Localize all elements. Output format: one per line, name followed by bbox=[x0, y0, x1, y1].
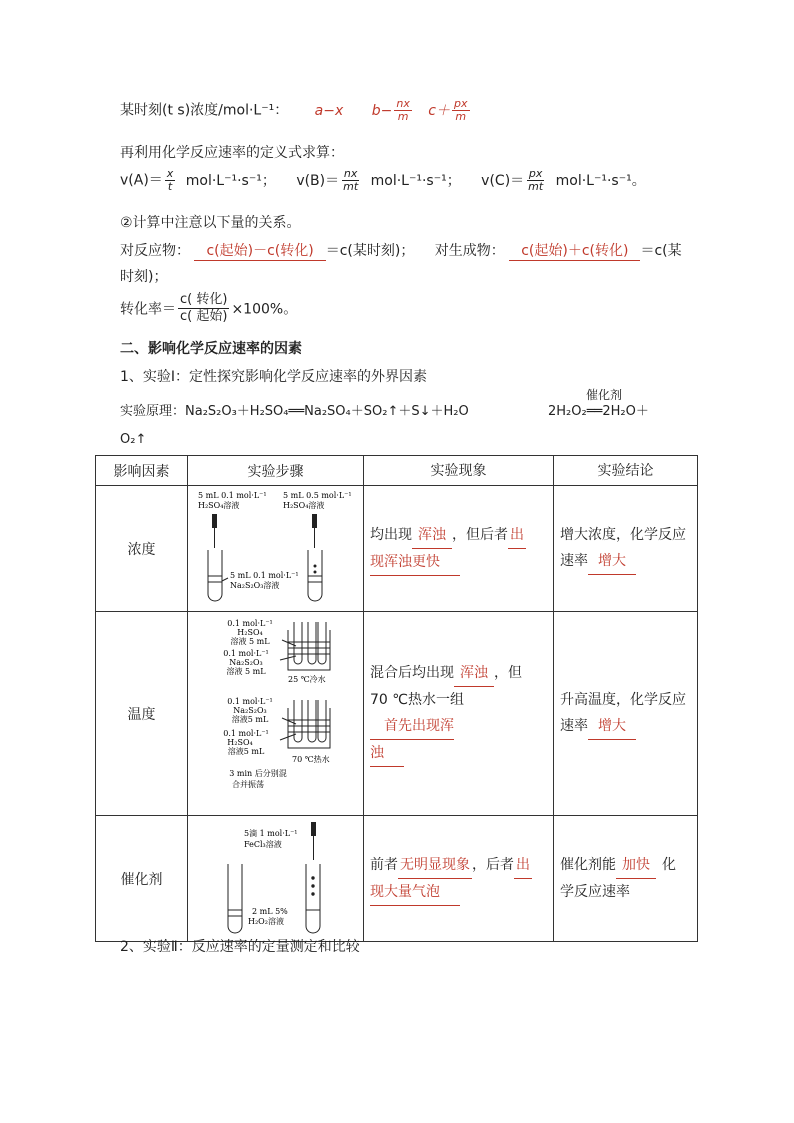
text: 学反应速率 bbox=[560, 884, 630, 900]
reactant-product-line bbox=[120, 240, 682, 261]
phenomenon-cell bbox=[364, 612, 554, 816]
fig-text: 5滴 1 mol·L⁻¹ bbox=[244, 829, 298, 838]
factor-cell: 浓度 bbox=[96, 486, 188, 612]
fig-text: 70 ℃热水 bbox=[292, 755, 330, 764]
conversion-den: c( 起始) bbox=[180, 309, 228, 324]
concentration-figure bbox=[188, 486, 363, 607]
text: 升高温度，化学反应 bbox=[560, 692, 686, 708]
product-tail: ＝c(某 bbox=[640, 243, 682, 259]
fig-text: H₂SO₄ bbox=[227, 738, 253, 747]
phenomenon-cell bbox=[364, 486, 554, 612]
va-num: x bbox=[166, 167, 174, 180]
header-steps: 实验步骤 bbox=[188, 456, 364, 486]
exp1-title: 1、实验Ⅰ：定性探究影响化学反应速率的外界因素 bbox=[120, 369, 428, 385]
vb-num: nx bbox=[343, 167, 358, 180]
header-conclusion: 实验结论 bbox=[554, 456, 698, 486]
table-row bbox=[96, 612, 698, 816]
product-tail2: 时刻)； bbox=[120, 269, 168, 285]
fig-text: 0.1 mol·L⁻¹ bbox=[223, 649, 269, 658]
text: 速率 bbox=[560, 553, 588, 569]
section-title: 二、影响化学反应速率的因素 bbox=[120, 341, 302, 357]
b-num: nx bbox=[396, 97, 410, 110]
answer: 现浑浊更快 bbox=[370, 549, 460, 576]
factor-cell: 催化剂 bbox=[96, 816, 188, 942]
b-prefix: b− bbox=[371, 102, 393, 119]
va-label: v(A)＝ bbox=[120, 172, 163, 189]
c-fraction bbox=[452, 98, 470, 123]
vb-label: v(B)＝ bbox=[296, 172, 340, 189]
product-blank: c(起始)＋c(转化) bbox=[509, 240, 640, 261]
vb-den: mt bbox=[343, 180, 359, 193]
unit-b: mol·L⁻¹·s⁻¹； bbox=[370, 172, 461, 189]
c-den: m bbox=[455, 110, 467, 123]
conclusion-cell bbox=[554, 486, 698, 612]
fig-text: 溶液 5 mL bbox=[230, 637, 270, 646]
fig-text: 5 mL 0.1 mol·L⁻¹ bbox=[198, 491, 267, 500]
text: 速率 bbox=[560, 718, 588, 734]
b-den: m bbox=[397, 110, 409, 123]
conversion-tail: ×100%。 bbox=[231, 301, 298, 318]
fig-text: 合并振荡 bbox=[232, 780, 264, 789]
fig-text: 0.1 mol·L⁻¹ bbox=[227, 619, 273, 628]
catalyst-over-label: 催化剂 bbox=[586, 388, 623, 402]
rate-line bbox=[120, 168, 646, 193]
fig-text: H₂SO₄溶液 bbox=[198, 501, 240, 510]
dropper-right bbox=[312, 514, 317, 548]
factor-cell: 温度 bbox=[96, 612, 188, 816]
fig-text: Na₂S₂O₃ bbox=[233, 706, 267, 715]
text: ，但 bbox=[494, 665, 522, 681]
answer: 浑浊 bbox=[412, 522, 452, 549]
test-tube-right bbox=[308, 550, 322, 601]
vc-fraction bbox=[526, 168, 545, 193]
table-row bbox=[96, 816, 698, 942]
va-fraction bbox=[165, 168, 176, 193]
text: 前者 bbox=[370, 856, 398, 873]
answer: 加快 bbox=[616, 852, 656, 879]
moment-label: 某时刻(t s)浓度/mol·L⁻¹： bbox=[120, 102, 289, 119]
principle-line: 实验原理：Na₂S₂O₃＋H₂SO₄══Na₂SO₄＋SO₂↑＋S↓＋H₂O bbox=[120, 404, 469, 419]
answer: 增大 bbox=[588, 713, 636, 740]
moment-concentration-line bbox=[120, 98, 472, 123]
fig-text: H₂SO₄溶液 bbox=[283, 501, 325, 510]
text: 70 ℃热水一组 bbox=[370, 692, 464, 708]
b-fraction bbox=[394, 98, 411, 123]
experiment-table bbox=[95, 455, 698, 942]
catalyst-eq: 2H₂O₂══2H₂O＋ bbox=[548, 404, 649, 419]
fig-text: 5 mL 0.1 mol·L⁻¹ bbox=[230, 571, 299, 580]
conclusion-cell bbox=[554, 816, 698, 942]
fig-text: 0.1 mol·L⁻¹ bbox=[223, 729, 269, 738]
c-num: px bbox=[454, 97, 468, 110]
vb-fraction bbox=[341, 168, 360, 193]
header-phenomenon: 实验现象 bbox=[364, 456, 554, 486]
reactant-blank: c(起始)－c(转化) bbox=[194, 240, 325, 261]
conclusion-cell bbox=[554, 612, 698, 816]
answer: 无明显现象 bbox=[398, 852, 472, 879]
dropper-left bbox=[212, 514, 217, 548]
steps-figure-cell bbox=[188, 612, 364, 816]
dropper bbox=[311, 822, 316, 860]
a-expression: a−x bbox=[314, 102, 344, 119]
fig-text: 25 ℃冷水 bbox=[288, 675, 326, 684]
table-row bbox=[96, 486, 698, 612]
answer: 现大量气泡 bbox=[370, 879, 460, 906]
answer: 浑浊 bbox=[454, 660, 494, 687]
exp2-title: 2、实验Ⅱ：反应速率的定量测定和比较 bbox=[120, 939, 360, 955]
fig-text: 溶液 5 mL bbox=[226, 667, 266, 676]
test-tube-right bbox=[306, 864, 320, 933]
text: 混合后均出现 bbox=[370, 665, 454, 681]
answer: 增大 bbox=[588, 548, 636, 575]
text: ，但后者 bbox=[452, 526, 508, 543]
header-factor: 影响因素 bbox=[96, 456, 188, 486]
conversion-fraction bbox=[178, 292, 229, 325]
test-tube-left bbox=[228, 864, 242, 933]
fig-text: H₂O₂溶液 bbox=[248, 917, 284, 926]
catalyst-equation bbox=[548, 388, 649, 419]
fig-text: H₂SO₄ bbox=[237, 628, 263, 637]
conversion-line bbox=[120, 292, 297, 325]
catalyst-eq-tail: O₂↑ bbox=[120, 432, 147, 447]
unit-c: mol·L⁻¹·s⁻¹。 bbox=[555, 172, 646, 189]
conversion-num: c( 转化) bbox=[180, 292, 228, 307]
beaker-cold bbox=[280, 622, 330, 670]
beaker-hot bbox=[280, 700, 330, 748]
unit-a: mol·L⁻¹·s⁻¹； bbox=[185, 172, 276, 189]
fig-text: 3 min 后分别混 bbox=[229, 769, 287, 778]
temperature-figure bbox=[188, 612, 363, 811]
fig-text: 5 mL 0.5 mol·L⁻¹ bbox=[283, 491, 352, 500]
redefine-line: 再利用化学反应速率的定义式求算： bbox=[120, 145, 344, 161]
fig-text: 溶液5 mL bbox=[231, 715, 269, 724]
c-prefix: c＋ bbox=[428, 102, 450, 119]
text: 化 bbox=[662, 857, 676, 873]
reactant-tail: ＝c(某时刻)； bbox=[325, 243, 415, 259]
fig-text: 2 mL 5% bbox=[252, 907, 288, 916]
calc-note: ②计算中注意以下量的关系。 bbox=[120, 215, 301, 231]
product-label: 对生成物： bbox=[434, 243, 505, 259]
answer: 首先出现浑 bbox=[370, 713, 454, 740]
fig-text: Na₂S₂O₃溶液 bbox=[230, 581, 280, 590]
text: ，后者 bbox=[472, 856, 514, 873]
text: 催化剂能 bbox=[560, 857, 616, 873]
va-den: t bbox=[167, 180, 173, 193]
vc-label: v(C)＝ bbox=[481, 172, 525, 189]
reactant-label: 对反应物： bbox=[120, 243, 190, 259]
text: 增大浓度，化学反应 bbox=[560, 527, 686, 543]
table-header-row bbox=[96, 456, 698, 486]
phenomenon-cell bbox=[364, 816, 554, 942]
fig-text: Na₂S₂O₃ bbox=[229, 658, 263, 667]
fig-text: FeCl₃溶液 bbox=[244, 840, 282, 849]
text: 均出现 bbox=[370, 526, 412, 543]
steps-figure-cell bbox=[188, 486, 364, 612]
vc-den: mt bbox=[528, 180, 544, 193]
answer: 出 bbox=[514, 852, 532, 879]
catalyst-figure bbox=[188, 816, 363, 937]
answer: 出 bbox=[508, 522, 526, 549]
test-tube-left bbox=[208, 550, 222, 601]
fig-text: 溶液5 mL bbox=[227, 747, 265, 756]
fig-text: 0.1 mol·L⁻¹ bbox=[227, 697, 273, 706]
conversion-label: 转化率＝ bbox=[120, 301, 176, 318]
steps-figure-cell bbox=[188, 816, 364, 942]
answer: 浊 bbox=[370, 740, 404, 767]
vc-num: px bbox=[528, 167, 543, 180]
